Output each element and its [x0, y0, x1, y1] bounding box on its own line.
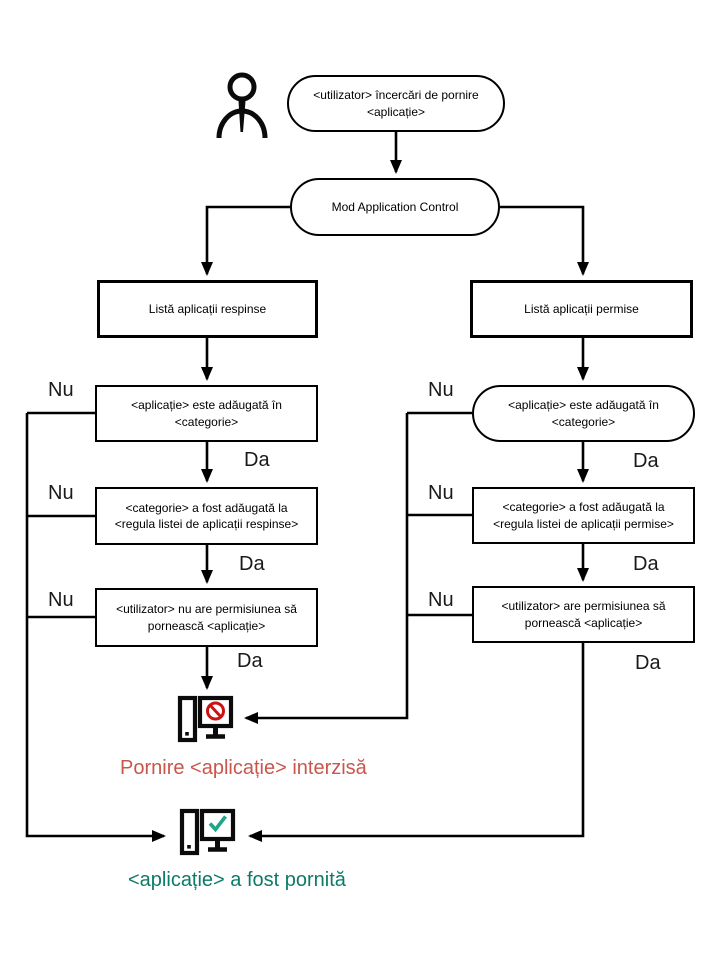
edge-label-no-allowed-2: Nu	[428, 482, 454, 504]
denied-rule-check-node	[95, 487, 318, 545]
started-computer-icon	[178, 807, 236, 857]
mode-node	[290, 178, 500, 236]
blocked-computer-icon	[176, 694, 234, 744]
edge-label-no-denied-2: Nu	[48, 482, 74, 504]
denied-category-check-label: <aplicație> este adăugată în <categorie>	[131, 398, 282, 429]
denied-permission-check-label: <utilizator> nu are permisiunea să pornească <aplicație>	[116, 602, 297, 633]
allowed-list-node	[470, 280, 693, 338]
allowed-rule-check-node	[472, 487, 695, 544]
user-icon	[216, 70, 268, 140]
edge-label-yes-denied-1: Da	[244, 449, 270, 471]
allowed-category-check-node	[472, 385, 695, 442]
allowed-rule-check-label: <categorie> a fost adăugată la <regula listei de aplicații permise>	[493, 500, 674, 531]
edge-label-yes-allowed-3: Da	[635, 652, 661, 674]
denied-category-check-node	[95, 385, 318, 442]
checkmark-icon	[210, 817, 226, 830]
denied-list-node	[97, 280, 318, 338]
prohibition-icon	[208, 703, 224, 719]
edge-label-no-allowed-1: Nu	[428, 379, 454, 401]
start-node	[287, 75, 505, 132]
edge-label-no-allowed-3: Nu	[428, 589, 454, 611]
edge-label-yes-allowed-1: Da	[633, 450, 659, 472]
denied-list-label: Listă aplicații respinse	[148, 301, 267, 316]
mode-node-label: Mod Application Control	[331, 199, 459, 214]
denied-result-label: Pornire <aplicație> interzisă	[120, 757, 367, 779]
edge-label-yes-denied-2: Da	[239, 553, 265, 575]
edge-label-yes-denied-3: Da	[237, 650, 263, 672]
denied-permission-check-node	[95, 588, 318, 647]
edge-label-no-denied-1: Nu	[48, 379, 74, 401]
allowed-result-label: <aplicație> a fost pornită	[128, 869, 346, 891]
allowed-permission-check-label: <utilizator> are permisiunea să pornească <aplicație>	[501, 599, 666, 630]
allowed-category-check-label: <aplicație> este adăugată în <categorie>	[508, 398, 659, 429]
edge-label-no-denied-3: Nu	[48, 589, 74, 611]
edge-label-yes-allowed-2: Da	[633, 553, 659, 575]
denied-rule-check-label: <categorie> a fost adăugată la <regula listei de aplicații respinse>	[114, 500, 299, 531]
allowed-list-label: Listă aplicații permise	[524, 301, 639, 316]
start-node-label: <utilizator> încercări de pornire <aplicație>	[313, 88, 479, 119]
allowed-permission-check-node	[472, 586, 695, 643]
